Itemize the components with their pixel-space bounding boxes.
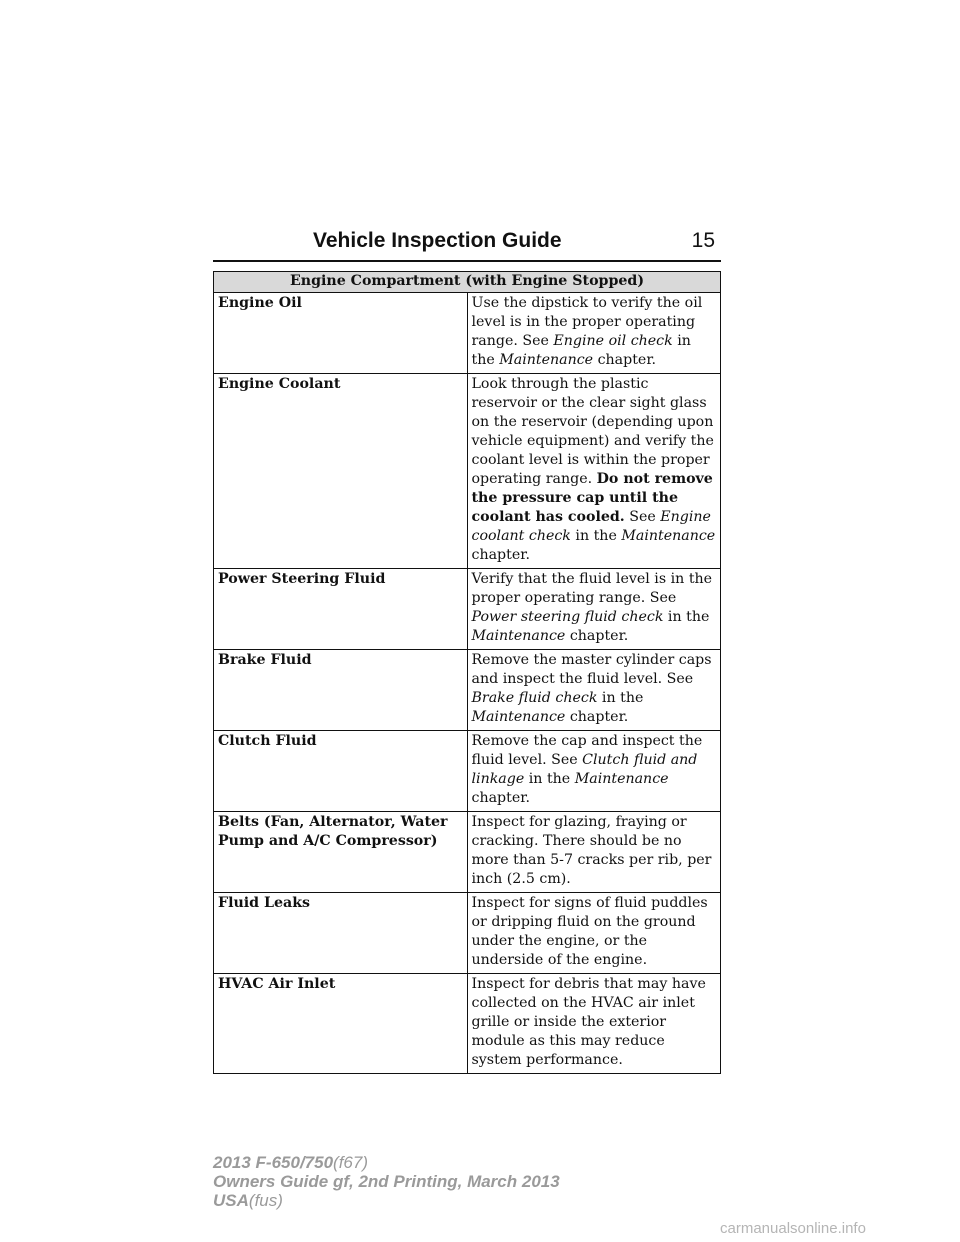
cross-reference: Maintenance xyxy=(471,628,566,644)
row-label: Clutch Fluid xyxy=(214,731,468,812)
table-heading: Engine Compartment (with Engine Stopped) xyxy=(214,272,721,293)
description-text: Inspect for signs of fluid puddles or dripping fluid on the ground under the engine, or the underside of the engine. xyxy=(471,895,708,968)
description-text: Look through the plastic reservoir or the clear sight glass on the reservoir (depending upon vehicle equipment) and verify the coolant level is within the proper operating range. xyxy=(471,376,714,487)
table-row xyxy=(214,569,721,650)
table-row xyxy=(214,293,721,374)
inspection-table xyxy=(213,271,721,1074)
row-description xyxy=(467,374,721,569)
page-number: 15 xyxy=(691,229,715,252)
footer-line-model xyxy=(213,1153,560,1172)
row-description xyxy=(467,650,721,731)
footer-line-market xyxy=(213,1191,560,1210)
row-label: Engine Oil xyxy=(214,293,468,374)
description-text: chapter. xyxy=(471,790,530,806)
description-text: chapter. xyxy=(593,352,657,368)
description-text: Inspect for debris that may have collected on the HVAC air inlet grille or inside the exterior module as this may reduce system performance. xyxy=(471,976,706,1068)
row-description xyxy=(467,974,721,1074)
row-description xyxy=(467,569,721,650)
cross-reference: Maintenance xyxy=(621,528,716,544)
row-label: Brake Fluid xyxy=(214,650,468,731)
row-label: HVAC Air Inlet xyxy=(214,974,468,1074)
description-text: chapter. xyxy=(471,547,530,563)
description-text: Inspect for glazing, fraying or cracking. There should be no more than 5-7 cracks per rib, per inch (2.5 cm). xyxy=(471,814,712,887)
table-row xyxy=(214,650,721,731)
row-description xyxy=(467,731,721,812)
footer-guide: Owners Guide gf, 2nd Printing, March 2013 xyxy=(213,1172,560,1191)
description-text: Verify that the fluid level is in the proper operating range. See xyxy=(471,571,713,606)
footer-model: 2013 F-650/750 xyxy=(213,1153,334,1172)
table-row xyxy=(214,812,721,893)
description-text: in the xyxy=(570,528,622,544)
description-text: chapter. xyxy=(565,628,629,644)
row-description xyxy=(467,293,721,374)
table-heading-row xyxy=(214,272,721,293)
page-title: Vehicle Inspection Guide xyxy=(313,229,562,252)
description-text: in the xyxy=(597,690,644,706)
cross-reference: Clutch fluid and linkage xyxy=(471,752,698,787)
page-header xyxy=(213,228,721,262)
cross-reference: Maintenance xyxy=(499,352,594,368)
description-text: chapter. xyxy=(565,709,629,725)
cross-reference: Maintenance xyxy=(471,709,566,725)
table-row xyxy=(214,731,721,812)
watermark: carmanualsonline.info xyxy=(720,1220,866,1237)
table-row xyxy=(214,974,721,1074)
cross-reference: Maintenance xyxy=(574,771,669,787)
header-rule xyxy=(213,260,721,262)
description-text: Use the dipstick to verify the oil level is in the proper operating range. See xyxy=(471,295,703,349)
row-label: Power Steering Fluid xyxy=(214,569,468,650)
cross-reference: Power steering fluid check xyxy=(471,609,664,625)
cross-reference: Brake fluid check xyxy=(471,690,598,706)
warning-text: Do not remove the pressure cap until the coolant has cooled. xyxy=(471,471,713,525)
print-footer xyxy=(213,1153,560,1210)
description-text: in the xyxy=(471,333,691,368)
description-text: in the xyxy=(663,609,710,625)
description-text: Remove the cap and inspect the fluid level. See xyxy=(471,733,703,768)
footer-model-code: (f67) xyxy=(333,1153,369,1172)
cross-reference: Engine oil check xyxy=(553,333,673,349)
cross-reference: Engine coolant check xyxy=(471,509,711,544)
footer-market-code: (fus) xyxy=(248,1191,283,1210)
row-label: Fluid Leaks xyxy=(214,893,468,974)
row-label: Belts (Fan, Alternator, Water Pump and A/C Compressor) xyxy=(214,812,468,893)
description-text: See xyxy=(624,509,661,525)
description-text: Remove the master cylinder caps and inspect the fluid level. See xyxy=(471,652,712,687)
table-row xyxy=(214,374,721,569)
row-label: Engine Coolant xyxy=(214,374,468,569)
row-description xyxy=(467,893,721,974)
table-row xyxy=(214,893,721,974)
footer-market: USA xyxy=(213,1191,249,1210)
row-description xyxy=(467,812,721,893)
description-text: in the xyxy=(524,771,575,787)
